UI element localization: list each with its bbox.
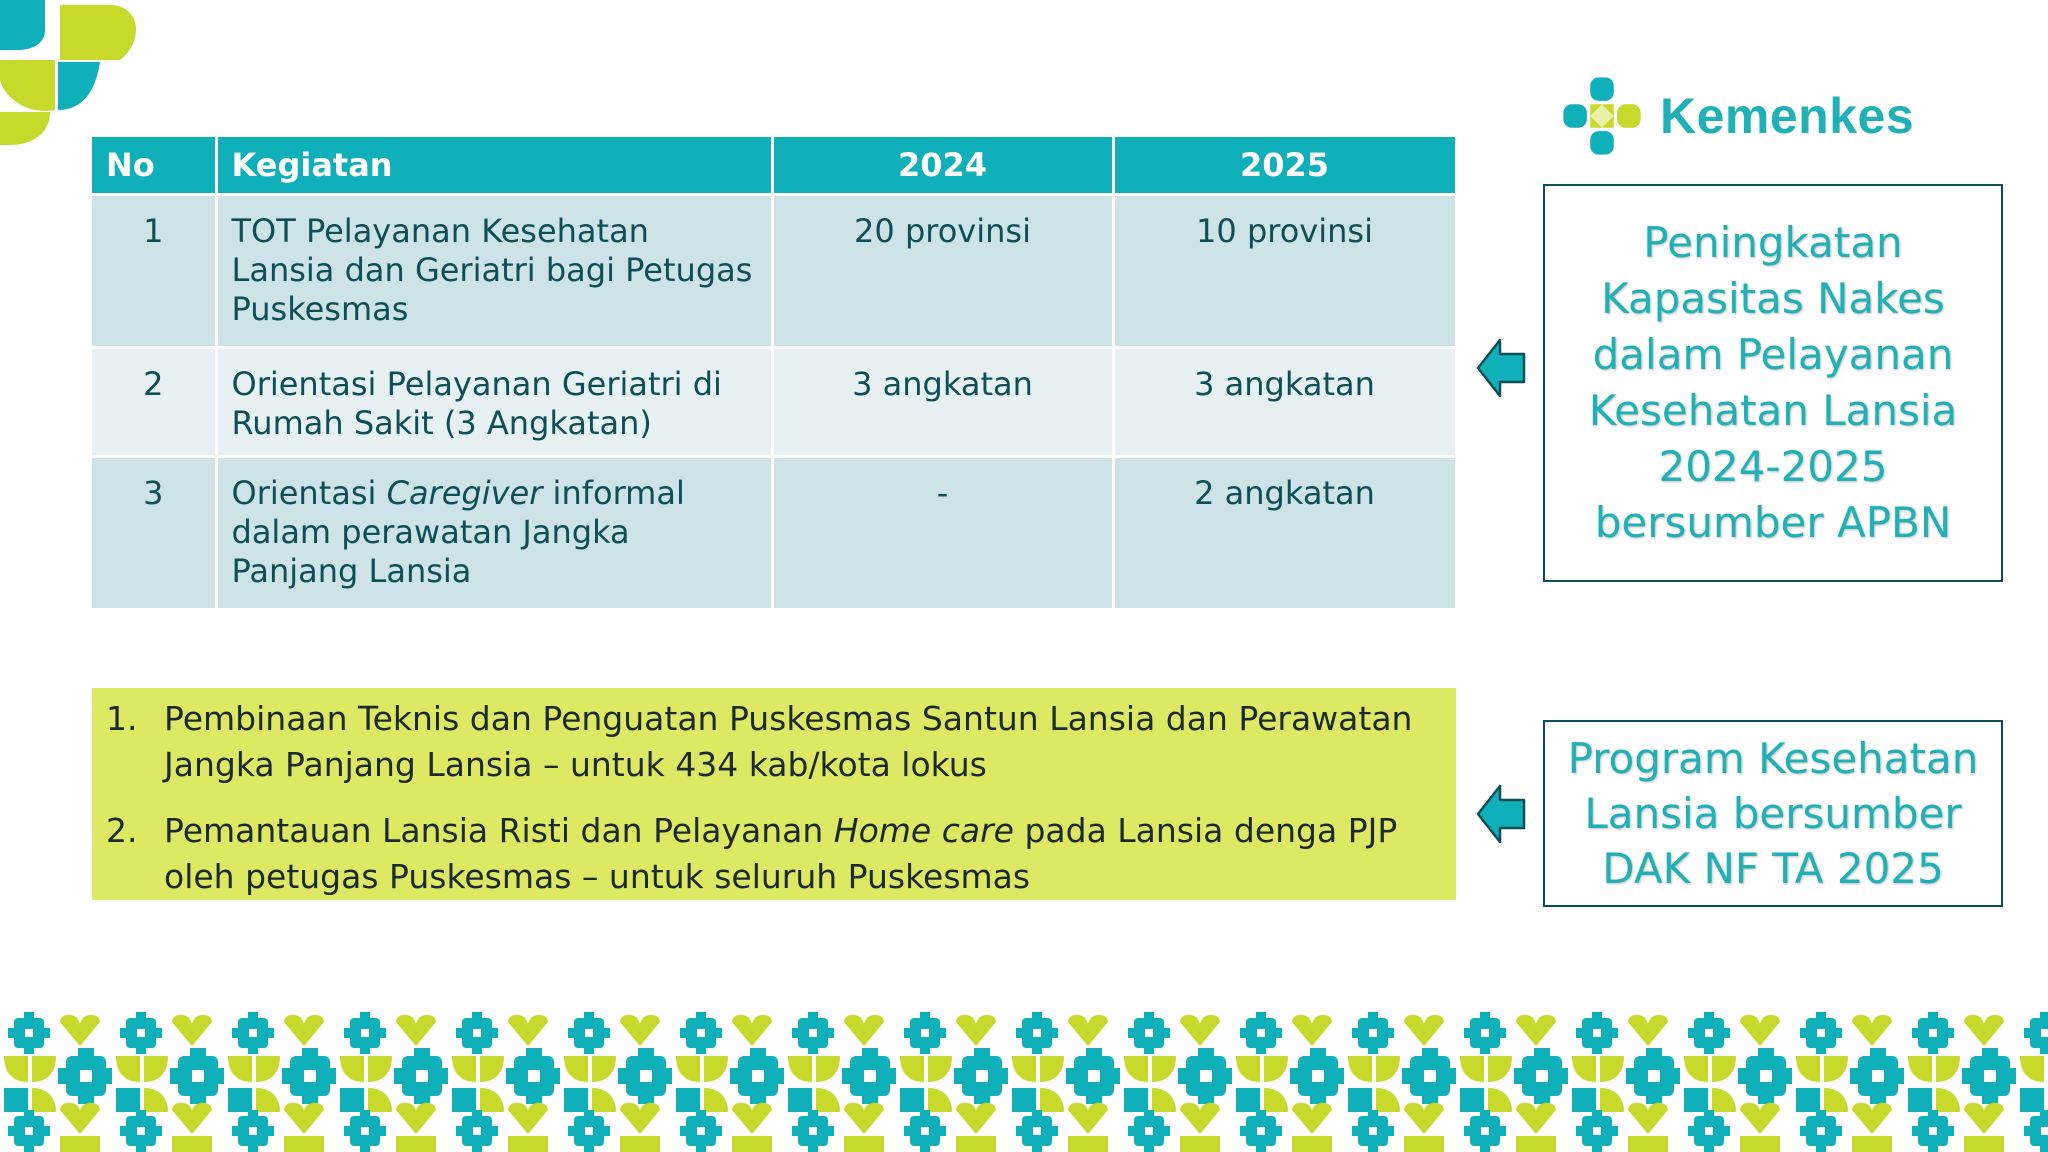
list-text: Pembinaan Teknis dan Penguatan Puskesmas Santun Lansia dan Perawatan Jangka Panjang Lansia – untuk 434 kab/kota lokus <box>164 699 1413 784</box>
cell-no: 3 <box>92 457 216 610</box>
activity-table <box>92 137 1458 611</box>
cell-2024: 3 angkatan <box>772 348 1113 457</box>
kemenkes-logo-icon <box>1560 74 1644 158</box>
cell-kegiatan <box>216 457 772 610</box>
header-2025: 2025 <box>1113 137 1456 195</box>
cell-2024: - <box>772 457 1113 610</box>
table-row <box>92 457 1456 610</box>
list-text <box>164 808 1426 900</box>
list-text-part: Pemantauan Lansia Risti dan Pelayanan <box>164 811 834 850</box>
list-item <box>106 696 1426 788</box>
table-row <box>92 195 1456 348</box>
brand-logo <box>1560 70 1914 162</box>
list-text-part: pada Lansia denga PJP oleh petugas Puskesmas – untuk seluruh Puskesmas <box>164 811 1398 896</box>
apbn-program-text: Peningkatan Kapasitas Nakes dalam Pelayanan Kesehatan Lansia 2024-2025 bersumber APBN <box>1588 218 1958 547</box>
kegiatan-text: Orientasi <box>231 474 387 512</box>
cell-no: 2 <box>92 348 216 457</box>
decorative-pattern-band <box>0 1012 2048 1152</box>
kegiatan-emphasis: Caregiver <box>386 474 543 512</box>
cell-kegiatan: Orientasi Pelayanan Geriatri di Rumah Sakit (3 Angkatan) <box>216 348 772 457</box>
header-kegiatan: Kegiatan <box>216 137 772 195</box>
kegiatan-text: informal dalam perawatan Jangka Panjang Lansia <box>231 474 685 590</box>
apbn-program-box <box>1543 184 2003 582</box>
header-no: No <box>92 137 216 195</box>
cell-2024: 20 provinsi <box>772 195 1113 348</box>
dak-program-text: Program Kesehatan Lansia bersumber DAK NF TA 2025 <box>1567 734 1979 893</box>
arrow-left-icon <box>1476 782 1526 846</box>
cell-2025: 2 angkatan <box>1113 457 1456 610</box>
cell-kegiatan: TOT Pelayanan Kesehatan Lansia dan Geriatri bagi Petugas Puskesmas <box>216 195 772 348</box>
cell-2025: 10 provinsi <box>1113 195 1456 348</box>
arrow-left-icon <box>1476 336 1526 400</box>
header-2024: 2024 <box>772 137 1113 195</box>
cell-2025: 3 angkatan <box>1113 348 1456 457</box>
corner-decoration <box>0 0 150 150</box>
list-number: 2. <box>106 811 138 850</box>
cell-no: 1 <box>92 195 216 348</box>
program-list-box <box>92 688 1456 900</box>
dak-program-box <box>1543 720 2003 907</box>
brand-name: Kemenkes <box>1660 88 1915 144</box>
table-row <box>92 348 1456 457</box>
list-item <box>106 808 1426 900</box>
list-text-emphasis: Home care <box>833 811 1014 850</box>
list-number: 1. <box>106 699 138 738</box>
